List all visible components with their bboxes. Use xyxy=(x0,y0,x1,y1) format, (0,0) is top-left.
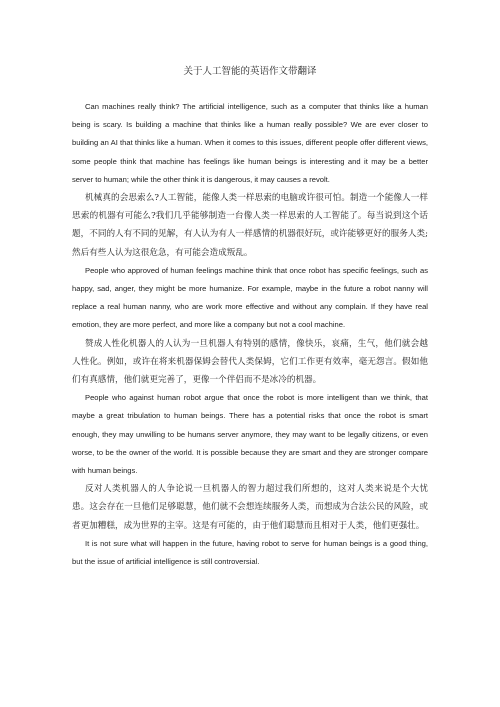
document-title: 关于人工智能的英语作文带翻译 xyxy=(183,66,317,77)
paragraph-english-2: People who approved of human feelings machine think that once robot has specific feelings, such as happy, sad, anger, they might be more humanize. For example, maybe in the future a robot nanny will replace a real human nanny, who are work more effective and without any complain. If they have real emotion, they are more perfect, and more like a company but not a cool machine. xyxy=(72,265,428,330)
paragraph-english-1: Can machines really think? The artificial intelligence, such as a computer that thinks like a human being is scary. Is building a machine that thinks like a human really possible? We are ever closer to building an AI that thinks like a human. When it comes to this issues, different people offer different views, some people think that machine has feelings like human beings is interesting and it may be a better server to human; while the other think it is dangerous, it may causes a revolt. xyxy=(72,102,428,184)
paragraph-chinese-1: 机械真的会思索么?人工智能，能像人类一样思索的电脑或许很可怕。制造一个能像人一样思索的机器有可能么?我们几乎能够制造一台像人类一样思索的人工智能了。每当说到这个话题，不同的人有不同的见解，有人认为有人一样感情的机器很好玩，或许能够更好的服务人类;然后有些人认为这很危急，有可能会造成叛乱。 xyxy=(72,193,428,258)
document-body xyxy=(72,98,428,571)
paragraph-english-4: It is not sure what will happen in the future, having robot to serve for human beings is a good thing, but the issue of artificial intelligence is still controversial. xyxy=(72,538,428,567)
paragraph-english-3: People who against human robot argue that once the robot is more intelligent than we think, that maybe a great tribulation to human beings. There has a potential risks that once the robot is smart enough, they may unwilling to be humans server anymore, they may want to be legally citizens, or even worse, to be the owner of the world. It is possible because they are smart and they are stronger compare with human beings. xyxy=(72,393,428,476)
paragraph-chinese-2: 赞成人性化机器人的人认为一旦机器人有特别的感情，像快乐，哀痛，生气，他们就会越人性化。例如，或许在将来机器保姆会替代人类保姆，它们工作更有效率，毫无怨言。假如他们有真感情，他们就更完善了，更像一个伴侣而不是冰冷的机器。 xyxy=(72,338,428,386)
paragraph-chinese-3: 反对人类机器人的人争论说一旦机器人的智力超过我们所想的，这对人类来说是个大忧患。这会存在一旦他们足够聪慧，他们就不会想连续服务人类，而想成为合法公民的风险，或者更加糟糕，成为世界的主宰。这是有可能的，由于他们聪慧而且相对于人类，他们更强壮。 xyxy=(72,484,428,531)
